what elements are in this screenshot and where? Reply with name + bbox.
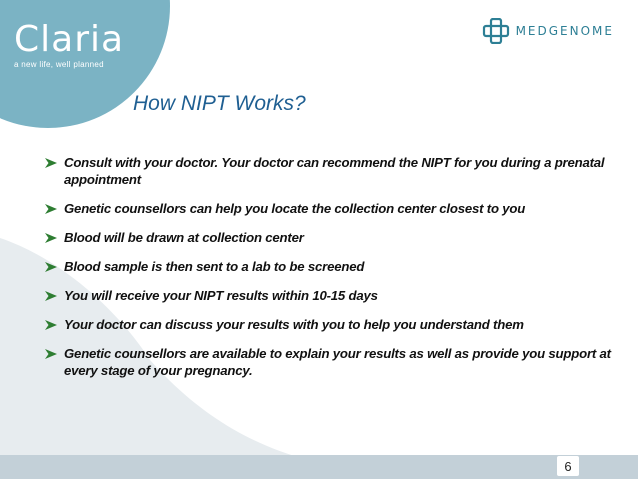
logo-tagline: a new life, well planned: [14, 60, 104, 69]
arrow-bullet-icon: [44, 348, 58, 360]
arrow-bullet-icon: [44, 203, 58, 215]
page-number: 6: [564, 458, 572, 474]
medgenome-cross-icon: [482, 18, 510, 44]
arrow-bullet-icon: [44, 319, 58, 331]
bullet-list: [44, 154, 624, 391]
bullet-text: Blood will be drawn at collection center: [64, 230, 304, 245]
bullet-item: [44, 229, 624, 246]
logo-name: Claria: [14, 19, 125, 60]
arrow-bullet-icon: [44, 157, 58, 169]
arrow-bullet-icon: [44, 261, 58, 273]
bullet-item: [44, 316, 624, 333]
bullet-text: Blood sample is then sent to a lab to be screened: [64, 259, 365, 274]
brand-name: MEDGENOME: [515, 24, 614, 38]
page-number-box: [557, 456, 579, 476]
bullet-text: Your doctor can discuss your results with you to help you understand them: [64, 317, 524, 332]
arrow-bullet-icon: [44, 232, 58, 244]
claria-logo: [14, 19, 164, 69]
bullet-text: Genetic counsellors are available to explain your results as well as provide you support at every stage of your pregnancy.: [64, 346, 611, 378]
bullet-item: [44, 154, 624, 188]
bullet-item: [44, 200, 624, 217]
bullet-item: [44, 345, 624, 379]
bullet-item: [44, 287, 624, 304]
arrow-bullet-icon: [44, 290, 58, 302]
bullet-text: You will receive your NIPT results within 10-15 days: [64, 288, 378, 303]
bullet-text: Consult with your doctor. Your doctor can recommend the NIPT for you during a prenatal appointment: [64, 155, 605, 187]
footer-band: [0, 455, 638, 479]
medgenome-logo: [482, 18, 614, 44]
bullet-item: [44, 258, 624, 275]
bullet-text: Genetic counsellors can help you locate the collection center closest to you: [64, 201, 526, 216]
slide-title: How NIPT Works?: [133, 92, 306, 115]
